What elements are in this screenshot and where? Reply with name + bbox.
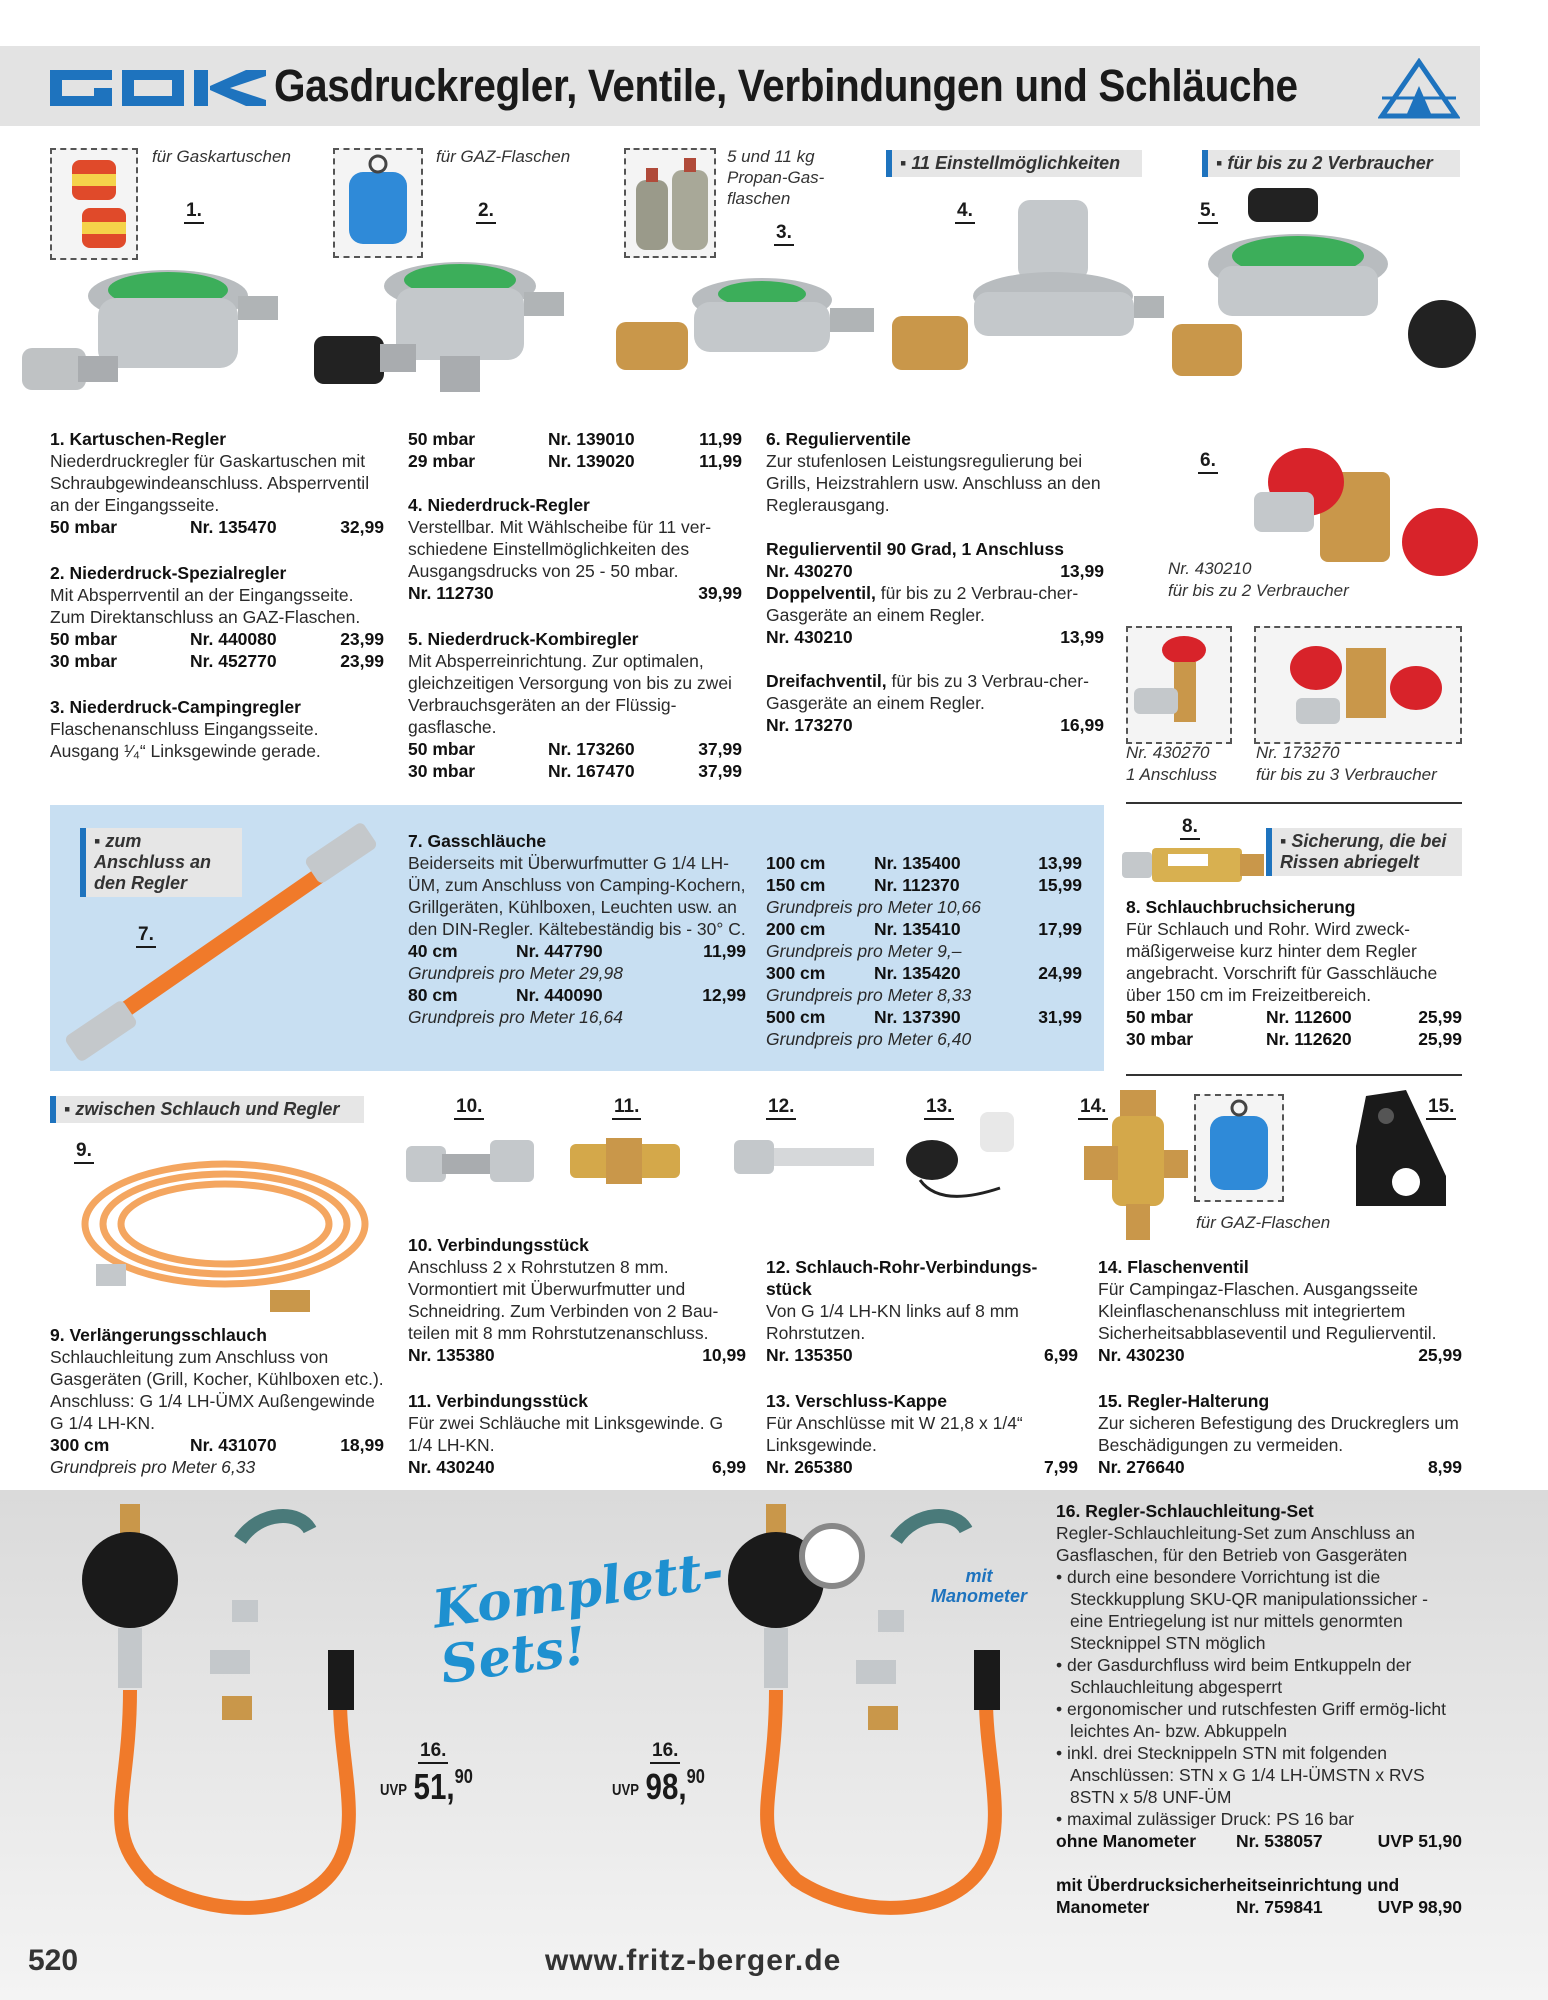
price-row: 500 cm Nr. 137390 31,99 [766,1007,1082,1027]
product-3-desc: Flaschenanschluss Eingangsseite. Ausgang ¹⁄₄“ Linksgewinde gerade. [50,719,321,761]
product-8-title: 8. Schlauchbruchsicherung [1126,897,1356,917]
product-9-desc: Schlauchleitung zum Anschluss von Gasgeräten (Grill, Kocher, Kühlboxen etc.). Anschluss: G 1/4 LH-ÜMX Außengewinde G 1/4 LH-KN. [50,1347,384,1433]
tag-safety: ▪ Sicherung, die bei Rissen abriegelt [1266,828,1462,876]
caption-propane: 5 und 11 kg Propan-Gas-flaschen [727,147,825,208]
num-16b: 16. [650,1740,680,1764]
product-10-title: 10. Verbindungsstück [408,1235,589,1255]
regulator-3-image [612,260,892,400]
product-11 [408,1390,746,1478]
set-without-manometer-image [60,1500,400,1920]
tag-between-hose-regulator: ▪ zwischen Schlauch und Regler [50,1096,364,1123]
product-12 [766,1256,1078,1366]
bottle-valve-image [1080,1086,1190,1246]
regulator-2-image [310,236,610,406]
product-8 [1126,896,1462,1050]
product-11-desc: Für zwei Schläuche mit Linksgewinde. G 1/4 LH-KN. [408,1413,724,1455]
connector-10-image [402,1120,542,1200]
caption-173270: Nr. 173270 [1256,743,1340,762]
product-10-desc: Anschluss 2 x Rohrstutzen 8 mm. Vormontiert mit Überwurfmutter und Schneidring. Zum Verbinden von 2 Bau-teilen mit 8 mm Rohrstutzenanschluss. [408,1257,719,1343]
price-row: 80 cm Nr. 440090 12,99 [408,985,746,1005]
product-5 [408,628,742,782]
product-2-title: 2. Niederdruck-Spezialregler [50,563,287,583]
divider [1126,802,1462,804]
product-13-desc: Für Anschlüsse mit W 21,8 x 1/4“ Linksgewinde. [766,1413,1023,1455]
price-row: Nr. 430210 13,99 [766,627,1104,647]
propane-bottles-image [624,148,716,258]
product-6: 6. Regulierventile Zur stufenlosen Leistungsregulierung bei Grills, Heizstrahlern usw. Anschluss an den Reglerausgang. Regulierventil 90 Grad, 1 Anschluss Nr. 430270 13,99 Doppelventil, für bis zu 2 Verbrau-cher-Gasgeräte an einem Regler. Nr. 430210 13,99 Dreifachventil, für bis zu 3 Verbrau-cher-Gasgeräte an einem Regler. Nr. 173270 16,99 [766,429,1104,735]
price-row: Nr. 135380 10,99 [408,1345,746,1365]
caption-gaz: für GAZ-Flaschen [436,147,571,166]
product-16-desc: Regler-Schlauchleitung-Set zum Anschluss an Gasflaschen, für den Betrieb von Gasgeräten [1056,1523,1415,1565]
product-3-title: 3. Niederdruck-Campingregler [50,697,301,717]
gok-logo [50,66,266,110]
product-9: 9. Verlängerungsschlauch Schlauchleitung zum Anschluss von Gasgeräten (Grill, Kocher, Kühlboxen etc.). Anschluss: G 1/4 LH-ÜMX Außengewinde G 1/4 LH-KN. 300 cm Nr. 431070 18,99 Grundpreis pro Meter 6,33 [50,1325,384,1477]
price-row: 30 mbar Nr. 167470 37,99 [408,761,742,781]
product-12-desc: Von G 1/4 LH-KN links auf 8 mm Rohrstutzen. [766,1301,1019,1343]
product-5-title: 5. Niederdruck-Kombiregler [408,629,639,649]
price-row: 300 cm Nr. 135420 24,99 [766,963,1082,983]
extension-hose-image [70,1140,380,1320]
manometer-label: mit Manometer [930,1566,1028,1606]
num-5: 5. [1198,200,1218,224]
triple-valve-image [1254,626,1462,744]
product-15 [1098,1390,1462,1478]
product-11-title: 11. Verbindungsstück [408,1391,588,1411]
price-row: Nr. 173270 16,99 [766,715,1104,735]
num-12: 12. [766,1096,796,1120]
tag-two-consumers: ▪ für bis zu 2 Verbraucher [1202,150,1460,177]
product-14-desc: Für Campingaz-Flaschen. Ausgangsseite Kleinflaschenanschluss mit integriertem Sicherheitsabblaseventil und Regulierventil. [1098,1279,1437,1343]
num-11: 11. [612,1096,641,1120]
product-7: 7. Gasschläuche Beiderseits mit Überwurfmutter G 1/4 LH-ÜM, zum Anschluss von Camping-Kochern, Grillgeräten, Kühlboxen, Leuchten usw. an den DIN-Regler. Kältebeständig bis - 30° C. 40 cm Nr. 447790 11,99 Grundpreis pro Meter 29,98 80 cm Nr. 440090 12,99 Grundpreis pro Meter 16,64 [408,831,746,1027]
product-1 [50,428,384,538]
bullet: • maximal zulässiger Druck: PS 16 bar [1056,1808,1462,1830]
price-row: 50 mbar Nr. 135470 32,99 [50,517,384,537]
caption-two-consumers: für bis zu 2 Verbraucher [1168,581,1349,600]
price-row: 300 cm Nr. 431070 18,99 [50,1435,384,1455]
bullet: • inkl. drei Stecknippeln STN mit folgenden Anschlüssen: STN x G 1/4 LH-ÜMSTN x RVS 8STN x 5/8 UNF-ÜM [1056,1742,1462,1808]
product-4-desc: Verstellbar. Mit Wählscheibe für 11 ver-schiedene Einstellmöglichkeiten des Ausgangsdrucks von 25 - 50 mbar. [408,517,712,581]
product-1-title: 1. Kartuschen-Regler [50,429,227,449]
price-row: 30 mbar Nr. 452770 23,99 [50,651,384,671]
tag-settings: ▪ 11 Einstellmöglichkeiten [886,150,1142,177]
num-6: 6. [1198,450,1218,474]
price-row: 29 mbar Nr. 139020 11,99 [408,451,742,471]
bullet: • durch eine besondere Vorrichtung ist die Steckkupplung SKU-QR manipulationssicher - eine Entriegelung ist nur mittels genormten Stecknippel STN möglich [1056,1566,1462,1654]
product-16: 16. Regler-Schlauchleitung-Set Regler-Schlauchleitung-Set zum Anschluss an Gasflaschen, für den Betrieb von Gasgeräten • durch eine besondere Vorrichtung ist die Steckkupplung SKU-QR manipulationssicher - eine Entriegelung ist nur mittels genormten Stecknippel STN möglich • der Gasdurchfluss wird beim Entkuppeln der Schlauchleitung abgesperrt • ergonomischer und rutschfesten Griff ermög-licht leichtes An- bzw. Abkuppeln • inkl. drei Stecknippeln STN mit folgenden Anschlüssen: STN x G 1/4 LH-ÜMSTN x RVS 8STN x 5/8 UNF-ÜM • maximal zulässiger Druck: PS 16 bar ohne Manometer Nr. 538057 UVP 51,90 mit Überdrucksicherheitseinrichtung und Manometer Nr. 759841 UVP 98,90 [1056,1500,1462,1918]
bullet: • ergonomischer und rutschfesten Griff ermög-licht leichtes An- bzw. Abkuppeln [1056,1698,1462,1742]
caption-three-consumers: für bis zu 3 Verbraucher [1256,765,1437,784]
complete-sets-script: Komplett-Sets! [428,1539,728,1697]
product-5-desc: Mit Absperreinrichtung. Zur optimalen, gleichzeitigen Versorgung von bis zu zwei Verbrauchsgeräten an der Flüssig-gasflasche. [408,651,732,737]
connector-11-image [566,1130,686,1190]
divider [1126,1074,1462,1076]
product-16-bullets [1056,1566,1462,1830]
caption-430210: Nr. 430210 [1168,559,1252,578]
price-row: Nr. 135350 6,99 [766,1345,1078,1365]
num-4: 4. [955,200,975,224]
price-row: Nr. 265380 7,99 [766,1457,1078,1477]
product-4 [408,494,742,604]
set-with-manometer-image [706,1500,1046,1920]
product-15-desc: Zur sicheren Befestigung des Druckreglers um Beschädigungen zu vermeiden. [1098,1413,1459,1455]
product-8-desc: Für Schlauch und Rohr. Wird zweck-mäßigerweise kurz hinter dem Regler angebracht. Vorschrift für Gasschläuche über 150 cm im Freizeitbereich. [1126,919,1438,1005]
num-13: 13. [924,1096,954,1120]
price-row: Nr. 430230 25,99 [1098,1345,1462,1365]
product-4-title: 4. Niederdruck-Regler [408,495,590,515]
price-row: Nr. 430240 6,99 [408,1457,746,1477]
product-6-title: 6. Regulierventile [766,429,911,449]
product-3 [50,696,384,762]
price-row: 30 mbar Nr. 112620 25,99 [1126,1029,1462,1049]
price-row: 40 cm Nr. 447790 11,99 [408,941,746,961]
num-15: 15. [1426,1096,1456,1120]
num-9: 9. [74,1140,94,1164]
price-row: 50 mbar Nr. 112600 25,99 [1126,1007,1462,1027]
product-15-title: 15. Regler-Halterung [1098,1391,1270,1411]
price-set-a: UVP 51, $^{90}$ [380,1766,473,1807]
product-6-desc: Zur stufenlosen Leistungsregulierung bei Grills, Heizstrahlern usw. Anschluss an den Reglerausgang. [766,451,1101,515]
regulator-4-image [888,196,1168,396]
price-row: 50 mbar Nr. 139010 11,99 [408,429,742,449]
gas-hose-image [56,820,396,1070]
product-12-title: 12. Schlauch-Rohr-Verbindungs-stück [766,1257,1038,1299]
price-row: 200 cm Nr. 135410 17,99 [766,919,1082,939]
num-8: 8. [1180,816,1200,840]
gaz-bottle-image [1194,1094,1284,1202]
tent-icon [1378,58,1460,120]
caption-gaz: für GAZ-Flaschen [1196,1213,1331,1232]
product-7-desc: Beiderseits mit Überwurfmutter G 1/4 LH-ÜM, zum Anschluss von Camping-Kochern, Grillgeräten, Kühlboxen, Leuchten usw. an den DIN-Regler. Kältebeständig bis - 30° C. [408,853,746,939]
bullet: • der Gasdurchfluss wird beim Entkuppeln der Schlauchleitung abgesperrt [1056,1654,1462,1698]
price-row: Nr. 430270 13,99 [766,561,1104,581]
num-1: 1. [184,200,204,224]
product-10 [408,1234,746,1366]
price-row: 100 cm Nr. 135400 13,99 [766,853,1082,873]
price-row: 50 mbar Nr. 440080 23,99 [50,629,384,649]
connector-12-image [730,1128,880,1188]
price-row: Nr. 112730 39,99 [408,583,742,603]
price-row: 150 cm Nr. 112370 15,99 [766,875,1082,895]
product-2 [50,562,384,672]
product-16-title: 16. Regler-Schlauchleitung-Set [1056,1501,1314,1521]
regulator-1-image [18,236,318,406]
product-14 [1098,1256,1462,1366]
closure-cap-image [900,1108,1020,1208]
num-10: 10. [454,1096,484,1120]
regulator-bracket-image [1346,1086,1456,1216]
hose-break-safety-image [1118,840,1268,890]
product-2-desc: Mit Absperrventil an der Eingangsseite. Zum Direktanschluss an GAZ-Flaschen. [50,585,361,627]
product-7-title: 7. Gasschläuche [408,831,547,851]
price-row: Nr. 276640 8,99 [1098,1457,1462,1477]
product-1-desc: Niederdruckregler für Gaskartuschen mit Schraubgewindeanschluss. Absperrventil an der Eingangsseite. [50,451,370,515]
price-row: ohne Manometer Nr. 538057 UVP 51,90 [1056,1831,1462,1851]
page-title: Gasdruckregler, Ventile, Verbindungen und Schläuche [274,60,1298,111]
product-14-title: 14. Flaschenventil [1098,1257,1249,1277]
num-7: 7. [136,924,156,948]
price-set-b: UVP 98, $^{90}$ [612,1766,705,1807]
page-number: 520 [28,1944,79,1977]
product-13-title: 13. Verschluss-Kappe [766,1391,947,1411]
regulator-5-image [1168,184,1488,404]
double-valve-image [1250,432,1480,592]
footer-url[interactable]: www.fritz-berger.de [545,1944,842,1977]
num-2: 2. [476,200,496,224]
product-9-title: 9. Verlängerungsschlauch [50,1325,267,1345]
num-16a: 16. [418,1740,448,1764]
single-valve-image [1126,626,1232,744]
num-3: 3. [774,222,794,246]
tag-connect-regulator: ▪ zum Anschluss an den Regler [80,828,242,897]
caption-cartridges: für Gaskartuschen [152,147,291,166]
product-7-prices: 100 cm Nr. 135400 13,99 150 cm Nr. 112370 15,99 Grundpreis pro Meter 10,66 200 cm Nr. 135410 17,99 Grundpreis pro Meter 9,– 300 cm Nr. 135420 24,99 Grundpreis pro Meter 8,33 500 cm Nr. 137390 31,99 Grundpreis pro Meter 6,40 [766,853,1082,1049]
price-row: 50 mbar Nr. 173260 37,99 [408,739,742,759]
caption-one-connection: 1 Anschluss [1126,765,1218,784]
product-13 [766,1390,1078,1478]
price-row: Manometer Nr. 759841 UVP 98,90 [1056,1897,1462,1917]
num-14: 14. [1078,1096,1108,1120]
product-3-prices [408,428,742,472]
caption-430270: Nr. 430270 [1126,743,1210,762]
